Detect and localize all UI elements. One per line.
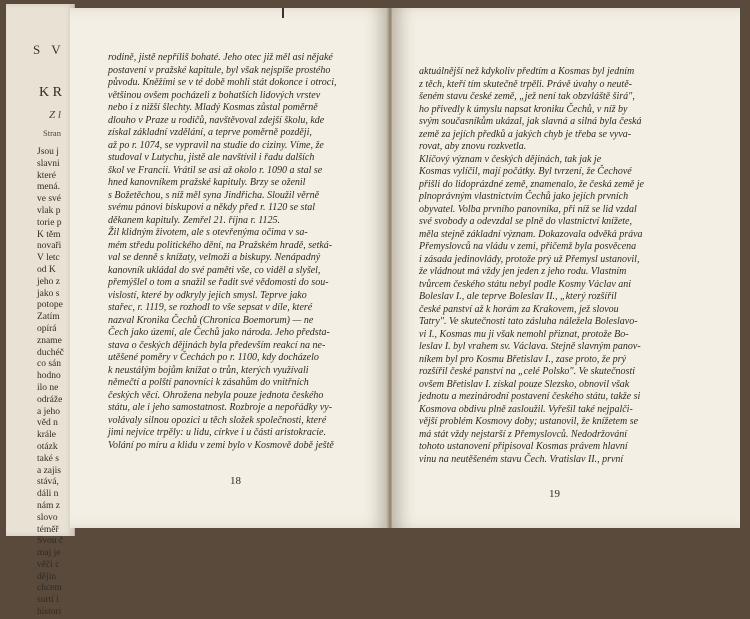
text-line: ve své (37, 194, 62, 205)
text-line: šeném stavu české země, „jež není tak obzvláště širá", (419, 91, 635, 102)
text-line: že vládnout má vždy jen jeden z jeho rodu. Vlastním (419, 266, 627, 277)
text-line: zname (37, 335, 62, 346)
left-page-number: 18 (230, 475, 241, 487)
text-line: získal základní vzdělání, a teprve poměrně později, (108, 127, 312, 138)
text-line: téměř (37, 524, 59, 535)
text-line: jimi nejvíce trpěly: u lidu, církve i u části aristokracie. (108, 427, 326, 438)
text-line: děkanem kapituly. Zemřel 21. října r. 1125. (108, 214, 281, 226)
right-page-text (419, 66, 724, 466)
text-line: až po r. 1074, se vypravil na studie do ciziny. Víme, že (108, 139, 324, 151)
text-line: rovat, aby znovu rozkvetla. (419, 141, 527, 152)
text-line: jeho z (37, 276, 60, 287)
text-line: stařec, r. 1119, se rozhodl to vše sepsat v díle, které (108, 302, 313, 313)
text-line: věči c (37, 559, 60, 570)
text-line: Klíčový význam v českých dějinách, tak jak je (419, 153, 602, 165)
underlying-page-heading: K R (39, 85, 62, 100)
left-page (70, 8, 388, 528)
text-line: otázk (37, 441, 58, 452)
text-line: utěšené poměry v Čechách po r. 1100, kdy docházelo (108, 352, 319, 363)
text-line: rozšířil české panství na „celé Polsko". Ve skutečnosti (419, 366, 636, 377)
text-line: a jeho (37, 406, 60, 417)
text-line: Čech jako území, ale Čechů jako národa. Jeho předsta- (108, 327, 330, 338)
text-line: hodno (37, 371, 61, 382)
text-line: i zásada jedinovlády, protože prý už Přemysl ustanovil, (419, 253, 640, 265)
text-line: také s (37, 453, 59, 464)
text-line: Zatím (37, 312, 60, 323)
text-line: histori (37, 607, 62, 618)
text-line: ovšem Břetislav I. získal pouze Slezsko, obnovil však (419, 378, 630, 390)
text-line: Kosmas vylíčil, mají počátky. Byl tvrzení, že Čechové (419, 166, 632, 177)
text-line: jednotu a mezinárodní postavení českého státu, takže si (419, 391, 641, 402)
text-line: mém středu politického dění, na Pražském hradě, setká- (108, 239, 333, 251)
left-page-text (108, 52, 373, 452)
right-page (392, 8, 740, 528)
text-line: dlouho v Praze u rodičů, navštěvoval zdejší školu, kde (108, 114, 325, 126)
text-line: K těm (37, 229, 61, 240)
text-line: němečtí a polští panovníci k zásahům do vnitřních (108, 377, 309, 388)
text-line: torie p (37, 217, 62, 228)
text-line: které (37, 170, 56, 181)
text-line: dáli n (37, 489, 59, 500)
text-line: nám z (37, 500, 60, 511)
text-line: krále (37, 430, 56, 441)
text-line: své svobody a odevzdal se plně do vlastnictví knížete, (419, 216, 632, 227)
text-line: Jsou j (37, 147, 59, 157)
text-line: k neustálým bojům knížat o trůn, kterých využívali (108, 364, 309, 376)
text-line: dějin (37, 571, 56, 582)
text-line: surtí i (37, 595, 59, 606)
text-line: plnoprávným vlastnictvím Čechů jako jejích prvních (419, 191, 629, 202)
text-line: vislostí, které by odkryly jejich smysl. Teprve jako (108, 289, 307, 301)
text-line: Žil klidným životem, ale s otevřenýma očima v sa- (108, 227, 308, 238)
text-line: státu, ale i jeho samostatnost. Rozbroje a nepořádky vy- (108, 402, 333, 413)
text-line: původu. Kněžími se v té době mohli stát dokonce i otroci, (108, 77, 337, 88)
text-line: leslav I. byl vrahem sv. Václava. Stejně slavným panov- (419, 341, 641, 352)
text-line: a zajis (37, 465, 62, 476)
text-line: mená. (37, 182, 60, 193)
text-line: chcem (37, 583, 62, 594)
text-line: ho přivedly k úmyslu napsat kroniku Čechů, v níž by (419, 103, 628, 115)
text-line: Přemyslovců na vládu v zemi, přičemž byla posvěcena (419, 241, 637, 252)
text-line: Kosmova obdivu plně zasloužil. Vyřešil také nejpalči- (419, 403, 633, 415)
text-line: novaři (37, 241, 62, 252)
text-line: co sán (37, 359, 62, 370)
text-line: české panství až k horám za Krakovem, jež slovou (419, 303, 619, 315)
underlying-page-header: S V (33, 42, 65, 57)
text-line: nazval Kronika Čechů (Chronica Boemorum) — ne (108, 314, 314, 326)
text-line: níkem byl pro Kosmu Břetislav I., zase proto, že prý (419, 353, 627, 365)
text-line: země za jejích předků a jakých chyb je třeba se vyva- (419, 128, 632, 140)
text-line: jako s (37, 288, 60, 299)
text-line: svým současníkům ukázal, jak slavná a silná byla česká (419, 116, 642, 127)
text-line: většinou ovšem pocházeli z bohatších lidových vrstev (108, 89, 321, 101)
text-line: obyvatel. Volba prvního panovníka, při níž se lid vzdal (419, 203, 637, 215)
text-line: slovo (37, 512, 58, 523)
text-line: volávaly silnou opozici u těch složek společnosti, které (108, 414, 327, 426)
text-line: vinu na neutěšeném stavu Čech. Vratislav II., první (419, 453, 624, 465)
text-line: ilo ne (37, 382, 59, 393)
text-line: duchéč (37, 347, 64, 358)
text-line: slavni (37, 158, 60, 169)
text-line: škol ve Francii. Vrátil se asi až okolo r. 1090 a stal se (108, 164, 323, 176)
text-line: val se denně s knížaty, velmoži a biskupy. Nenápadný (108, 252, 321, 263)
text-line: odráže (37, 394, 63, 405)
text-line: V letc (37, 253, 60, 264)
text-line: tvůrcem českého státu nebyl podle Kosmy Václav ani (419, 278, 632, 290)
text-line: aktuálnější než kdykoliv předtím a Kosmas byl jedním (419, 66, 635, 77)
underlying-page-subheading: Z l (49, 109, 61, 121)
text-line: kanovník ukládal do své paměti vše, co viděl a slyšel, (108, 264, 321, 276)
text-line: přišli do lidoprázdné země, znamenalo, že česká země je (419, 178, 644, 190)
text-line: Volání po míru a klidu v zemi bylo v Kosmově době ještě (108, 439, 334, 451)
text-line: přemýšlel o tom a snažil se řadit své vědomosti do sou- (108, 277, 329, 288)
underlying-page-edge (6, 4, 75, 618)
text-line: postavení v pražské kapitule, byl však nejspíše prostého (108, 64, 331, 76)
text-line: nebo i z nižší šlechty. Mladý Kosmas zůstal poměrně (108, 102, 318, 113)
text-line: stava o českých dějinách byla především reakcí na ne- (108, 339, 326, 351)
text-line: Boleslav I., ale teprve Boleslav II., „který rozšířil (419, 291, 617, 302)
text-line: potope (37, 300, 63, 311)
text-line: studoval v Lutychu, jistě ale navštívil i řadu dalších (108, 152, 315, 163)
text-line: českých věcí. Ohrožena nebyla pouze jednota českého (108, 389, 324, 401)
text-line: od K (37, 264, 56, 275)
text-line: vější problém Kosmovy doby; ustanovil, že knížetem se (419, 416, 639, 427)
right-page-number: 19 (549, 488, 560, 500)
text-line: vlak p (37, 205, 61, 216)
text-line: Svou č (37, 536, 64, 547)
text-line: rodině, jistě nepříliš bohaté. Jeho otec již měl asi nějaké (108, 52, 333, 63)
text-line: vi I., Kosmas mu ji však nemohl přiznat, protože Bo- (419, 328, 629, 340)
text-line: opírá (37, 323, 57, 334)
text-line: hned kanovníkem pražské kapituly. Brzy se oženil (108, 177, 306, 188)
text-line: má stát vždy nejstarší z Přemyslovců. Nedodržování (419, 428, 628, 440)
text-line: s Božetěchou, s níž měl syna Jindřicha. Sloužil věrně (108, 189, 320, 201)
underlying-page-caption: Stran (43, 128, 61, 138)
page-top-mark (282, 8, 284, 18)
text-line: svému pánovi biskupovi a někdy před r. 1120 se stal (108, 202, 315, 213)
text-line: Tatry". Ve skutečnosti tato zásluha náležela Boleslavo- (419, 316, 638, 327)
text-line: tohoto ustanovení připisoval Kosmas právem hlavní (419, 441, 628, 452)
text-line: maj je (37, 548, 61, 559)
text-line: z těch, kteří tím skutečně trpěli. Právě úvahy o neutě- (419, 78, 632, 90)
text-line: stává, (37, 477, 59, 488)
text-line: věd n (37, 418, 58, 429)
text-line: měla stejně základní význam. Dokazovala odvěká práva (419, 228, 643, 240)
